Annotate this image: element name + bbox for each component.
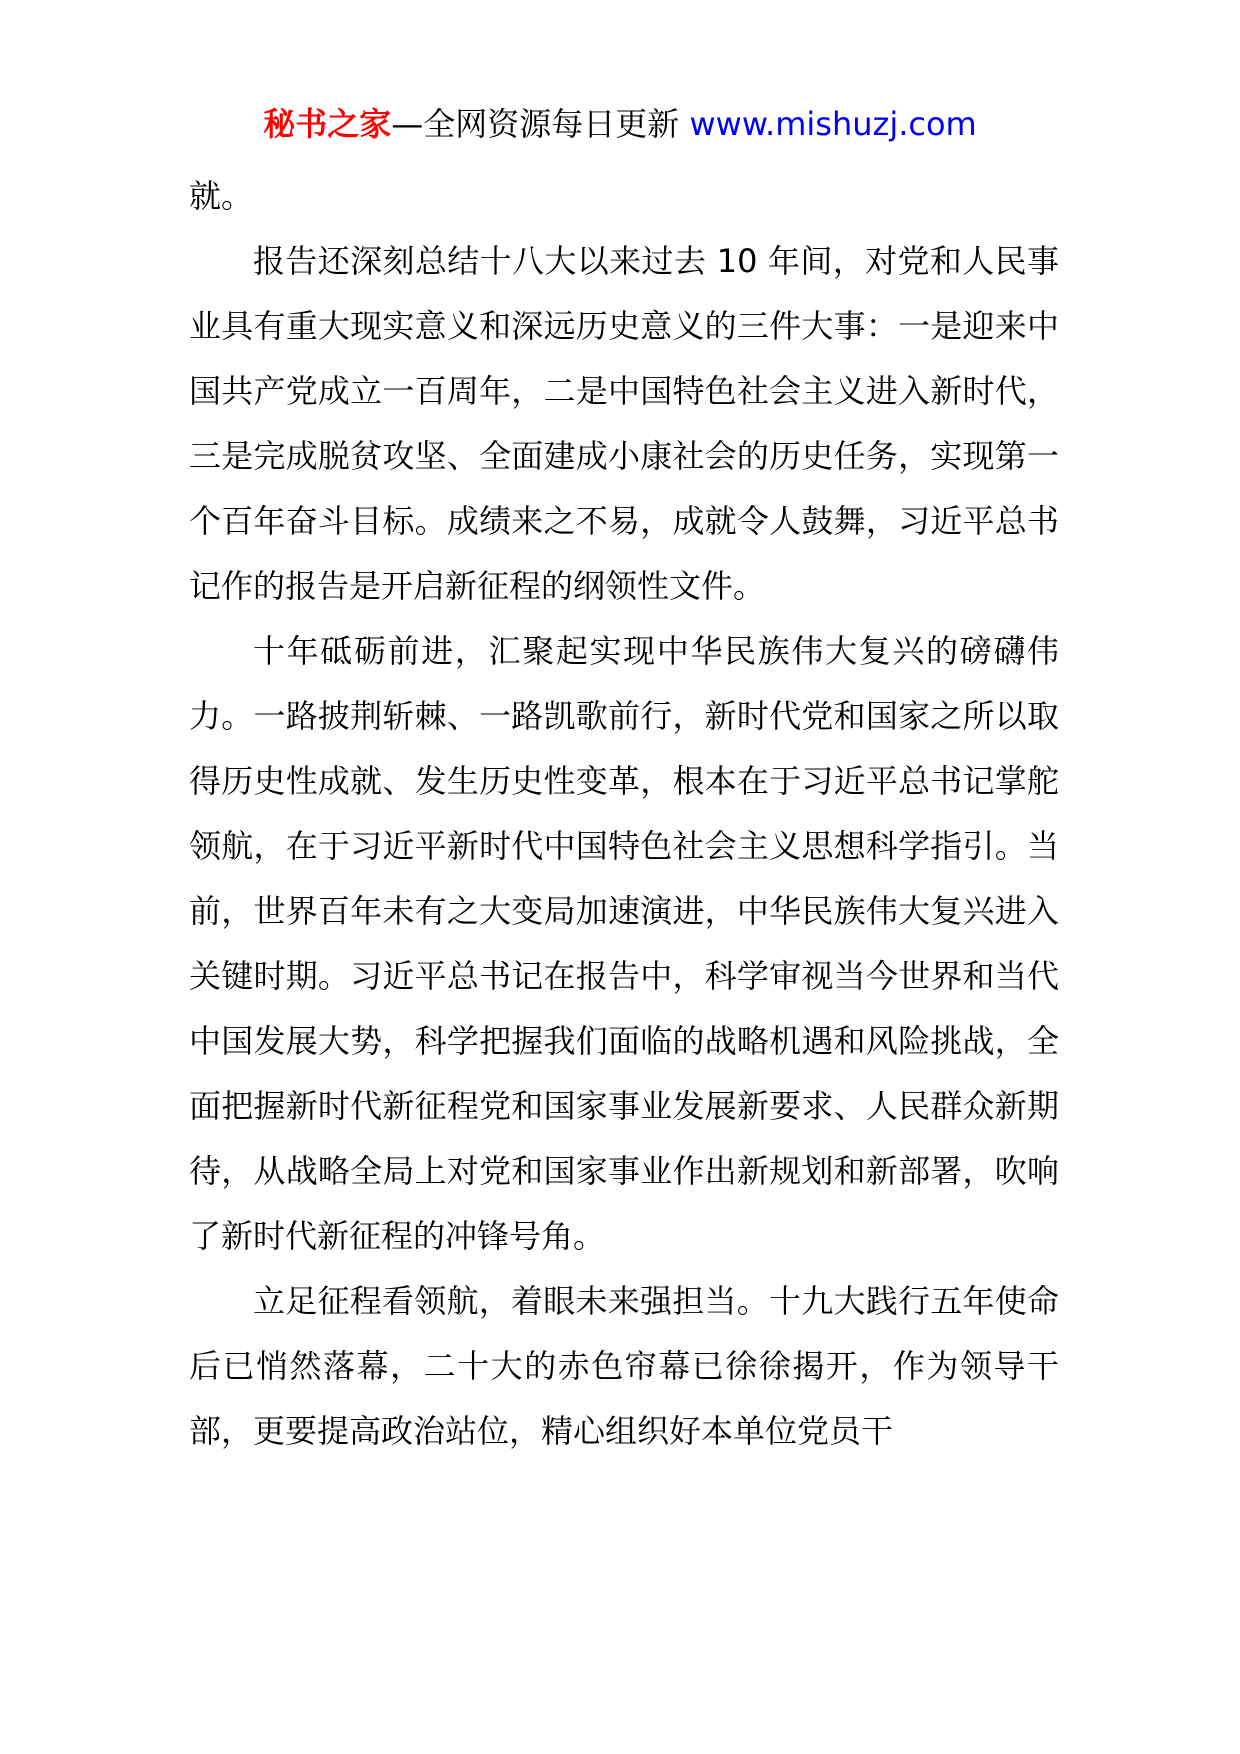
paragraph-ten-years-progress: 十年砥砺前进，汇聚起实现中华民族伟大复兴的磅礴伟力。一路披荆斩棘、一路凯歌前行，新时代党和国家之所以取得历史性成就、发生历史性变革，根本在于习近平总书记掌舵领航，在于习近平新时代中国特色社会主义思想科学指引。当前，世界百年未有之大变局加速演进，中华民族伟大复兴进入关键时期。习近平总书记在报告中，科学审视当今世界和当代中国发展大势，科学把握我们面临的战略机遇和风险挑战，全面把握新时代新征程党和国家事业发展新要求、人民群众新期待，从战略全局上对党和国家事业作出新规划和新部署，吹响了新时代新征程的冲锋号角。 — [189, 632, 1059, 1255]
website-link[interactable]: www.mishuzj.com — [689, 105, 977, 143]
paragraph-three-major-events: 报告还深刻总结十八大以来过去 10 年间，对党和人民事业具有重大现实意义和深远历史意义的三件大事：一是迎来中国共产党成立一百周年，二是中国特色社会主义进入新时代，三是完成脱贫攻坚、全面建成小康社会的历史任务，实现第一个百年奋斗目标。成绩来之不易，成就令人鼓舞，习近平总书记作的报告是开启新征程的纲领性文件。 — [189, 242, 1059, 605]
page-header — [0, 100, 1240, 148]
paragraph-continuation: 就。 — [189, 177, 254, 215]
paragraph-future-responsibility: 立足征程看领航，着眼未来强担当。十九大践行五年使命后已悄然落幕，二十大的赤色帘幕已徐徐揭开，作为领导干部，更要提高政治站位，精心组织好本单位党员干 — [189, 1282, 1059, 1450]
brand-name: 秘书之家 — [263, 105, 392, 143]
document-body — [189, 164, 1059, 1464]
header-tagline: —全网资源每日更新 — [391, 105, 690, 143]
